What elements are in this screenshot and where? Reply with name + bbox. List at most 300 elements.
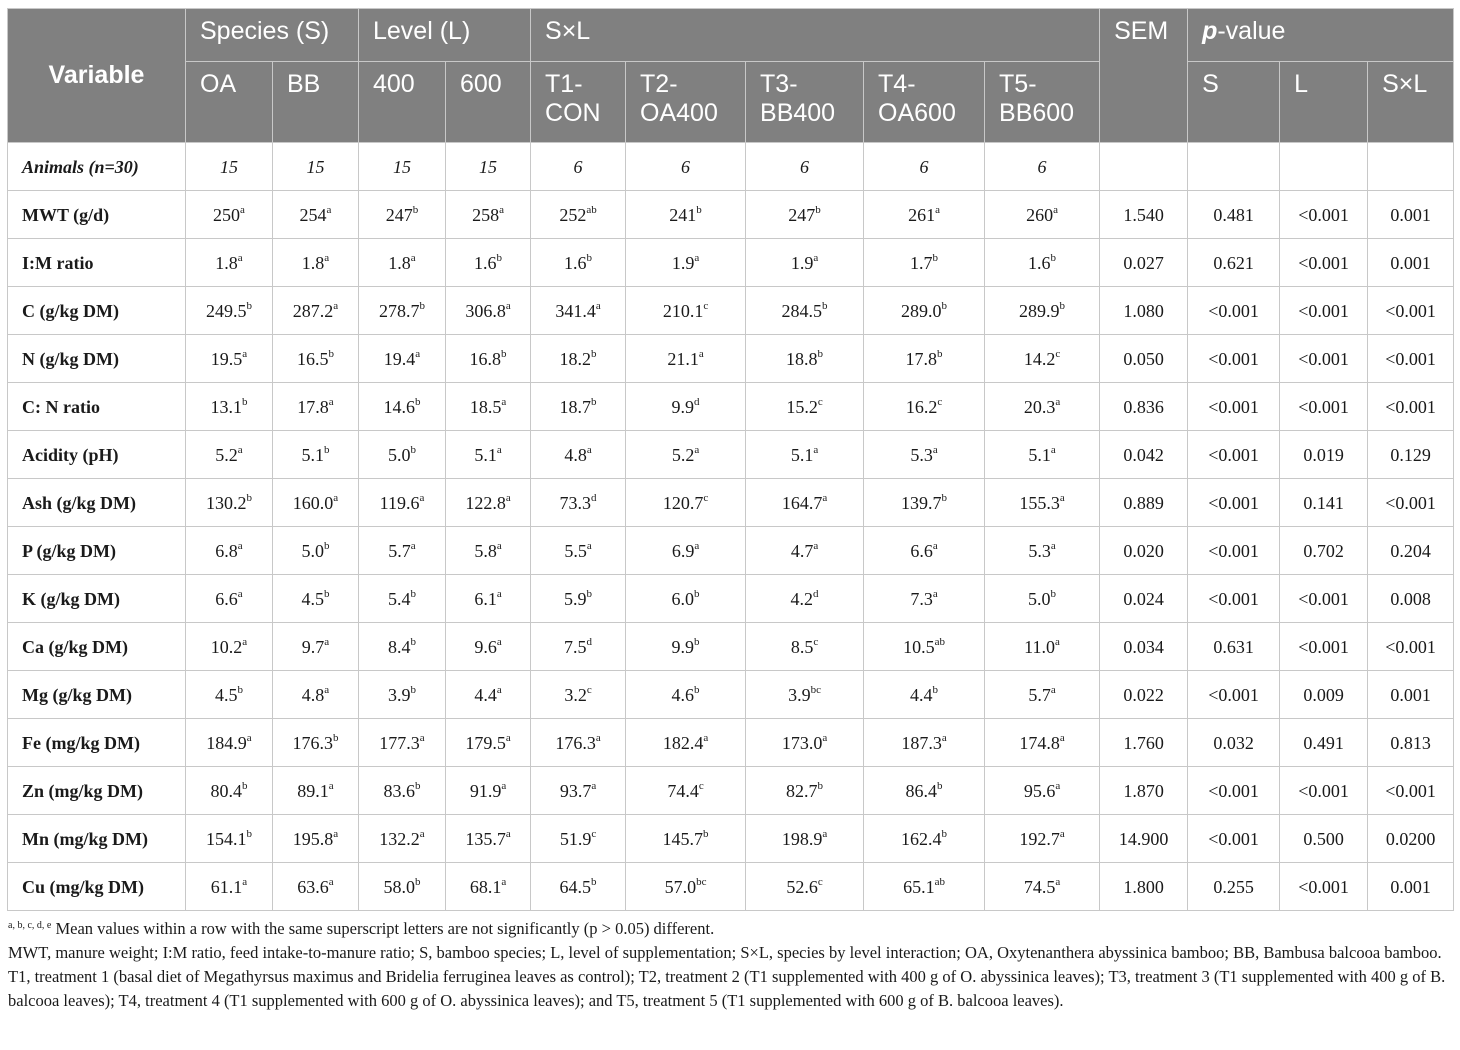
cell-value: 3.9 [788, 684, 811, 705]
row-label: K (g/kg DM) [8, 575, 186, 623]
p-sxl-cell: <0.001 [1368, 335, 1454, 383]
value-cell [186, 191, 273, 239]
table-footnotes [7, 917, 1453, 1013]
cell-superscript: d [586, 635, 593, 648]
value-cell [186, 287, 273, 335]
value-cell [626, 863, 746, 911]
cell-superscript: ab [934, 635, 945, 648]
cell-value: 9.6 [474, 636, 497, 657]
cell-superscript: a [595, 731, 601, 744]
header-t4 [864, 62, 985, 143]
value-cell [273, 479, 359, 527]
cell-superscript: a [333, 827, 339, 840]
cell-superscript: b [237, 683, 243, 696]
row-label: P (g/kg DM) [8, 527, 186, 575]
value-cell [864, 863, 985, 911]
cell-value: 173.0 [781, 732, 823, 753]
table-row [8, 287, 1454, 335]
header-sxl-group: S×L [531, 9, 1100, 62]
cell-superscript: d [694, 395, 700, 408]
p-s-cell: <0.001 [1188, 335, 1280, 383]
cell-value: 91.9 [469, 780, 502, 801]
cell-value: 18.8 [786, 348, 818, 369]
value-cell [359, 191, 446, 239]
p-sxl-cell: 0.001 [1368, 191, 1454, 239]
sem-cell: 0.889 [1100, 479, 1188, 527]
cell-superscript: b [328, 347, 334, 360]
value-cell [746, 143, 864, 191]
sem-cell: 1.540 [1100, 191, 1188, 239]
p-l-cell: 0.491 [1280, 719, 1368, 767]
sem-cell [1100, 143, 1188, 191]
value-cell [864, 239, 985, 287]
p-l-cell: <0.001 [1280, 767, 1368, 815]
cell-value: 174.8 [1019, 732, 1060, 753]
p-s-cell: 0.631 [1188, 623, 1280, 671]
cell-superscript: a [496, 587, 502, 600]
row-label: C: N ratio [8, 383, 186, 431]
table-row [8, 239, 1454, 287]
cell-value: 5.3 [1028, 540, 1051, 561]
cell-superscript: a [419, 491, 425, 504]
p-l-cell [1280, 143, 1368, 191]
cell-value: 4.4 [474, 684, 497, 705]
cell-value: 3.9 [388, 684, 411, 705]
value-cell [531, 143, 626, 191]
sem-cell: 0.042 [1100, 431, 1188, 479]
value-cell [186, 575, 273, 623]
cell-value: 119.6 [379, 492, 420, 513]
value-cell [273, 191, 359, 239]
value-cell [746, 863, 864, 911]
cell-value: 176.3 [555, 732, 596, 753]
value-cell [746, 287, 864, 335]
p-sxl-cell [1368, 143, 1454, 191]
cell-superscript: c [817, 875, 823, 888]
cell-value: 6.1 [474, 588, 497, 609]
header-t1-line2: CON [545, 99, 601, 127]
value-cell [186, 719, 273, 767]
value-cell [531, 191, 626, 239]
footnote-significance [8, 917, 1453, 941]
cell-value: 1.6 [1028, 252, 1051, 273]
p-s-cell: 0.255 [1188, 863, 1280, 911]
value-cell [626, 383, 746, 431]
cell-value: 4.7 [790, 540, 814, 561]
value-cell [864, 767, 985, 815]
cell-value: 120.7 [662, 492, 704, 513]
cell-superscript: b [941, 491, 948, 504]
cell-superscript: b [410, 683, 416, 696]
value-cell [985, 383, 1100, 431]
cell-value: 57.0 [664, 876, 697, 897]
table-row [8, 671, 1454, 719]
value-cell [273, 383, 359, 431]
value-cell [186, 383, 273, 431]
cell-superscript: a [932, 587, 938, 600]
value-cell [446, 815, 531, 863]
p-sxl-cell: 0.204 [1368, 527, 1454, 575]
cell-superscript: a [813, 251, 819, 264]
cell-value: 1.9 [790, 252, 814, 273]
value-cell [186, 479, 273, 527]
cell-superscript: a [1055, 779, 1061, 792]
value-cell [359, 767, 446, 815]
cell-value: 5.7 [388, 540, 411, 561]
cell-value: 176.3 [292, 732, 333, 753]
cell-value: 5.0 [1028, 588, 1051, 609]
cell-superscript: a [1055, 395, 1061, 408]
cell-value: 195.8 [292, 828, 334, 849]
cell-value: 9.9 [671, 396, 695, 417]
cell-value: 16.2 [905, 396, 938, 417]
cell-value: 164.7 [781, 492, 823, 513]
cell-superscript: a [505, 731, 511, 744]
cell-superscript: b [817, 779, 824, 792]
p-s-cell [1188, 143, 1280, 191]
cell-value: 179.5 [465, 732, 506, 753]
cell-value: 241 [669, 204, 697, 225]
cell-superscript: a [496, 443, 502, 456]
cell-superscript: a [1055, 875, 1061, 888]
value-cell [186, 863, 273, 911]
cell-value: 1.7 [910, 252, 933, 273]
header-sem: SEM [1100, 9, 1188, 143]
cell-value: 258 [472, 204, 500, 225]
p-sxl-cell: <0.001 [1368, 287, 1454, 335]
cell-superscript: b [1050, 251, 1057, 264]
cell-value: 132.2 [379, 828, 420, 849]
cell-value: 83.6 [383, 780, 415, 801]
p-s-cell: <0.001 [1188, 479, 1280, 527]
cell-superscript: b [415, 875, 421, 888]
pvalue-p: p [1202, 17, 1218, 45]
cell-value: 5.2 [215, 444, 238, 465]
p-s-cell: <0.001 [1188, 431, 1280, 479]
p-s-cell: <0.001 [1188, 383, 1280, 431]
cell-superscript: b [415, 395, 421, 408]
cell-value: 61.1 [210, 876, 243, 897]
p-l-cell: <0.001 [1280, 623, 1368, 671]
value-cell [359, 143, 446, 191]
header-level-group: Level (L) [359, 9, 531, 62]
value-cell [985, 863, 1100, 911]
cell-value: 93.7 [559, 780, 592, 801]
value-cell [746, 431, 864, 479]
cell-value: 17.8 [905, 348, 938, 369]
value-cell [864, 623, 985, 671]
cell-value: 250 [213, 204, 241, 225]
cell-value: 4.5 [301, 588, 324, 609]
value-cell [746, 335, 864, 383]
value-cell [531, 815, 626, 863]
cell-superscript: a [698, 347, 704, 360]
p-sxl-cell: 0.001 [1368, 239, 1454, 287]
cell-superscript: b [703, 827, 709, 840]
cell-superscript: a [813, 539, 819, 552]
row-label: I:M ratio [8, 239, 186, 287]
cell-value: 278.7 [379, 300, 420, 321]
cell-superscript: d [591, 491, 597, 504]
cell-superscript: a [822, 731, 828, 744]
p-s-cell: <0.001 [1188, 575, 1280, 623]
cell-value: 15 [393, 156, 411, 177]
cell-superscript: ab [934, 875, 945, 888]
value-cell [273, 527, 359, 575]
cell-value: 8.5 [790, 636, 814, 657]
cell-superscript: a [505, 491, 511, 504]
value-cell [359, 335, 446, 383]
cell-value: 154.1 [206, 828, 247, 849]
cell-superscript: a [586, 539, 592, 552]
cell-value: 261 [908, 204, 936, 225]
cell-superscript: a [501, 395, 507, 408]
p-sxl-cell: <0.001 [1368, 383, 1454, 431]
cell-value: 18.2 [559, 348, 592, 369]
cell-superscript: b [937, 779, 943, 792]
value-cell [985, 335, 1100, 383]
cell-value: 1.8 [301, 252, 325, 273]
cell-superscript: b [324, 587, 330, 600]
cell-superscript: b [246, 827, 252, 840]
cell-superscript: a [333, 299, 339, 312]
value-cell [626, 431, 746, 479]
cell-value: 63.6 [297, 876, 329, 897]
value-cell [985, 815, 1100, 863]
value-cell [359, 383, 446, 431]
value-cell [746, 623, 864, 671]
p-sxl-cell: <0.001 [1368, 479, 1454, 527]
table-row [8, 431, 1454, 479]
results-table [7, 8, 1454, 911]
cell-superscript: a [237, 251, 243, 264]
p-s-cell: <0.001 [1188, 767, 1280, 815]
cell-value: 95.6 [1023, 780, 1056, 801]
value-cell [186, 815, 273, 863]
value-cell [359, 479, 446, 527]
table-row [8, 623, 1454, 671]
cell-value: 11.0 [1024, 636, 1056, 657]
cell-value: 177.3 [379, 732, 420, 753]
value-cell [864, 191, 985, 239]
cell-value: 139.7 [901, 492, 942, 513]
cell-superscript: a [1053, 203, 1058, 216]
table-row [8, 335, 1454, 383]
value-cell [446, 671, 531, 719]
cell-value: 15.2 [786, 396, 818, 417]
value-cell [273, 287, 359, 335]
value-cell [186, 239, 273, 287]
cell-value: 16.5 [297, 348, 329, 369]
cell-value: 247 [788, 204, 816, 225]
row-label: Zn (mg/kg DM) [8, 767, 186, 815]
cell-value: 1.6 [474, 252, 497, 273]
value-cell [273, 815, 359, 863]
value-cell [186, 335, 273, 383]
cell-value: 5.5 [564, 540, 587, 561]
value-cell [531, 719, 626, 767]
row-label: MWT (g/d) [8, 191, 186, 239]
cell-value: 254 [299, 204, 327, 225]
value-cell [446, 143, 531, 191]
value-cell [446, 383, 531, 431]
cell-value: 5.2 [671, 444, 695, 465]
value-cell [985, 575, 1100, 623]
pvalue-suffix: -value [1217, 17, 1286, 45]
cell-superscript: a [822, 827, 828, 840]
cell-value: 15 [220, 156, 238, 177]
cell-superscript: b [246, 299, 252, 312]
cell-value: 13.1 [210, 396, 242, 417]
p-s-cell: 0.032 [1188, 719, 1280, 767]
cell-value: 130.2 [206, 492, 247, 513]
table-row [8, 863, 1454, 911]
cell-superscript: b [246, 491, 252, 504]
cell-value: 145.7 [662, 828, 704, 849]
cell-superscript: b [410, 587, 416, 600]
value-cell [531, 623, 626, 671]
p-sxl-cell: <0.001 [1368, 623, 1454, 671]
table-row [8, 383, 1454, 431]
cell-superscript: a [333, 491, 339, 504]
p-sxl-cell: 0.813 [1368, 719, 1454, 767]
value-cell [626, 815, 746, 863]
cell-value: 289.9 [1019, 300, 1060, 321]
table-row [8, 479, 1454, 527]
value-cell [359, 431, 446, 479]
cell-superscript: a [505, 299, 511, 312]
value-cell [446, 527, 531, 575]
cell-value: 5.1 [301, 444, 324, 465]
cell-value: 6.0 [671, 588, 695, 609]
value-cell [359, 575, 446, 623]
value-cell [746, 767, 864, 815]
cell-superscript: a [586, 443, 592, 456]
header-t3-line1: T3- [760, 70, 798, 98]
cell-value: 17.8 [297, 396, 329, 417]
p-l-cell: <0.001 [1280, 191, 1368, 239]
value-cell [531, 383, 626, 431]
header-t2-line1: T2- [640, 70, 678, 98]
cell-superscript: b [410, 443, 416, 456]
value-cell [985, 239, 1100, 287]
cell-value: 4.4 [910, 684, 933, 705]
cell-superscript: c [703, 299, 709, 312]
value-cell [746, 383, 864, 431]
value-cell [446, 767, 531, 815]
p-sxl-cell: 0.001 [1368, 863, 1454, 911]
cell-value: 1.8 [215, 252, 238, 273]
cell-value: 1.6 [564, 252, 587, 273]
cell-value: 65.1 [903, 876, 935, 897]
cell-superscript: a [419, 827, 425, 840]
value-cell [273, 239, 359, 287]
header-p-sxl: S×L [1368, 62, 1454, 143]
value-cell [446, 287, 531, 335]
value-cell [359, 863, 446, 911]
cell-superscript: a [240, 203, 245, 216]
footnote-sup-letters: a, b, c, d, e [8, 920, 52, 931]
cell-value: 6 [800, 156, 810, 177]
value-cell [985, 479, 1100, 527]
cell-value: 5.1 [1028, 444, 1051, 465]
cell-superscript: a [237, 443, 243, 456]
value-cell [446, 863, 531, 911]
table-container [7, 8, 1453, 1013]
value-cell [626, 671, 746, 719]
cell-value: 6.6 [910, 540, 933, 561]
cell-superscript: a [246, 731, 252, 744]
cell-value: 82.7 [786, 780, 818, 801]
p-sxl-cell: 0.008 [1368, 575, 1454, 623]
value-cell [746, 575, 864, 623]
cell-superscript: a [496, 683, 502, 696]
cell-superscript: b [932, 251, 939, 264]
table-row [8, 575, 1454, 623]
cell-superscript: a [932, 539, 938, 552]
cell-value: 7.5 [564, 636, 587, 657]
p-l-cell: 0.500 [1280, 815, 1368, 863]
cell-value: 9.9 [671, 636, 695, 657]
value-cell [985, 527, 1100, 575]
cell-superscript: a [1055, 635, 1060, 648]
value-cell [985, 143, 1100, 191]
value-cell [626, 239, 746, 287]
cell-value: 187.3 [901, 732, 942, 753]
value-cell [446, 335, 531, 383]
header-400: 400 [359, 62, 446, 143]
footnote-significance-text: Mean values within a row with the same superscript letters are not significantly (p > 0.05) different. [51, 919, 715, 938]
cell-value: 5.3 [910, 444, 933, 465]
value-cell [273, 143, 359, 191]
row-label: Mg (g/kg DM) [8, 671, 186, 719]
cell-superscript: b [696, 203, 702, 216]
value-cell [446, 191, 531, 239]
p-l-cell: 0.009 [1280, 671, 1368, 719]
value-cell [985, 671, 1100, 719]
cell-value: 19.5 [210, 348, 243, 369]
cell-value: 18.5 [469, 396, 502, 417]
cell-value: 5.7 [1028, 684, 1051, 705]
cell-superscript: a [242, 875, 248, 888]
cell-superscript: a [410, 539, 416, 552]
cell-superscript: a [328, 395, 334, 408]
value-cell [864, 383, 985, 431]
value-cell [746, 527, 864, 575]
value-cell [446, 623, 531, 671]
value-cell [273, 431, 359, 479]
cell-value: 18.7 [559, 396, 592, 417]
value-cell [746, 719, 864, 767]
sem-cell: 0.034 [1100, 623, 1188, 671]
cell-superscript: a [324, 635, 330, 648]
cell-superscript: a [1059, 491, 1065, 504]
cell-value: 52.6 [786, 876, 818, 897]
cell-superscript: c [591, 827, 597, 840]
cell-superscript: a [237, 539, 243, 552]
cell-value: 6 [681, 156, 691, 177]
row-label: Animals (n=30) [8, 143, 186, 191]
header-t2-line2: OA400 [640, 99, 718, 127]
cell-value: 210.1 [662, 300, 704, 321]
cell-superscript: a [237, 587, 243, 600]
cell-value: 4.8 [564, 444, 587, 465]
cell-value: 5.9 [564, 588, 587, 609]
cell-superscript: b [817, 347, 824, 360]
cell-value: 135.7 [465, 828, 506, 849]
p-l-cell: <0.001 [1280, 335, 1368, 383]
table-row [8, 815, 1454, 863]
